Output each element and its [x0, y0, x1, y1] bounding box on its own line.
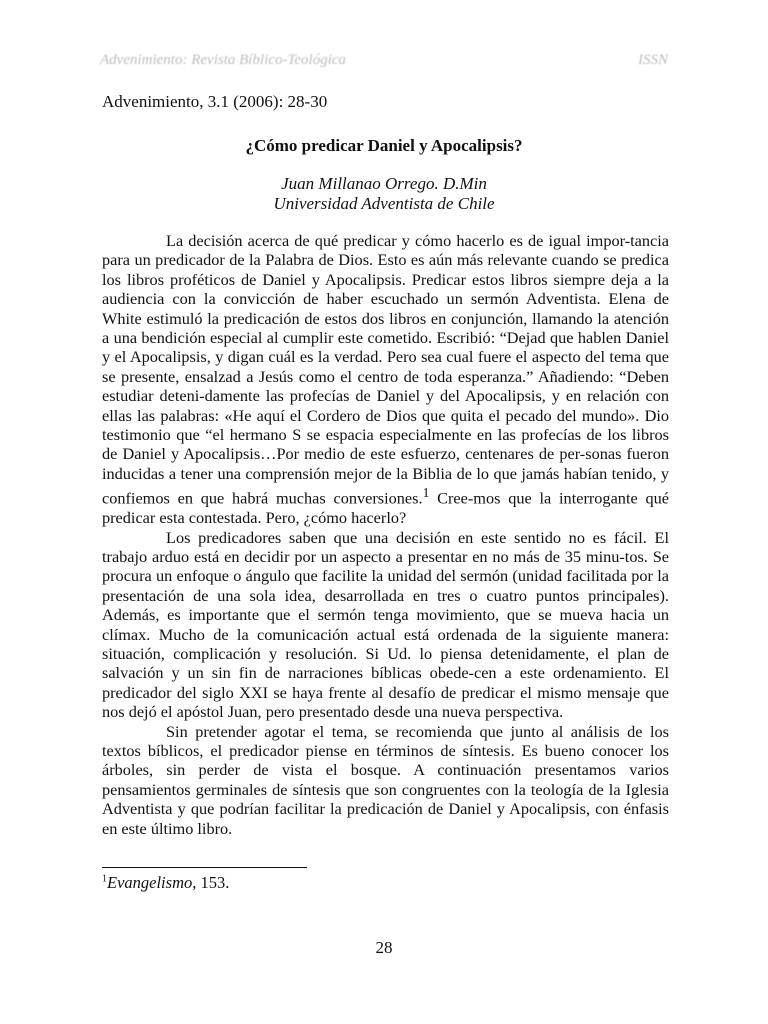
footnote-marker: 1: [102, 873, 107, 885]
running-header: [100, 52, 668, 69]
paragraph-1-text-continued: Cree-mos que la interrogante qué predicar esta contestada. Pero, ¿cómo hacerlo?: [102, 488, 669, 528]
footnote-divider: [102, 867, 307, 868]
paragraph-3: Sin pretender agotar el tema, se recomienda que junto al análisis de los textos bíblicos, el predicador piense en términos de síntesis. Es bueno conocer los árboles, sin perder de vista el bosque. A continuación presentamos varios pensamientos germinales de síntesis que son congruentes con la teología de la Iglesia Adventista y que podrían facilitar la predicación de Daniel y Apocalipsis, con énfasis en este último libro.: [102, 721, 669, 838]
footnote-page: , 153.: [192, 873, 230, 892]
article-citation: Advenimiento, 3.1 (2006): 28-30: [102, 92, 328, 111]
footnote-source: Evangelismo: [107, 873, 193, 892]
page-number: 28: [375, 938, 393, 957]
paragraph-2: Los predicadores saben que una decisión en este sentido no es fácil. El trabajo arduo está en decidir por un aspecto a presentar en no más de 35 minu-tos. Se procura un enfoque o ángulo que facilite la unidad del sermón (unidad facilitada por la presentación de una sola idea, desarrollada en tres o cuatro puntos principales). Además, es importante que el sermón tenga movimiento, que se mueva hacia un clímax. Mucho de la comunicación actual está ordenada de la siguiente manera: situación, complicación y resolución. Si Ud. lo piensa detenidamente, el plan de salvación y un sin fin de narraciones bíblicas obede-cen a este ordenamiento. El predicador del siglo XXI se haya frente al desafío de predicar el mismo mensaje que nos dejó el apóstol Juan, pero presentado desde una nueva perspectiva.: [102, 527, 669, 722]
footnote-reference[interactable]: 1: [422, 485, 430, 501]
author-block: [0, 174, 768, 214]
article-body: [102, 231, 669, 838]
author-name: Juan Millanao Orrego. D.Min: [281, 174, 487, 193]
paragraph-1: [102, 231, 669, 528]
running-header-issn: ISSN: [638, 52, 668, 68]
author-affiliation: Universidad Adventista de Chile: [273, 194, 495, 213]
article-title: ¿Cómo predicar Daniel y Apocalipsis?: [245, 136, 523, 155]
running-header-journal: Advenimiento: Revista Bíblico-Teológica: [100, 52, 347, 68]
paragraph-1-text: La decisión acerca de qué predicar y cómo hacerlo es de igual impor-tancia para un predicador de la Palabra de Dios. Esto es aún más relevante cuando se predica los libros proféticos de Daniel y Apocalipsis. Predicar estos libros siempre deja a la audiencia con la convicción de haber escuchado un sermón Adventista. Elena de White estimuló la predicación de estos dos libros en conjunción, llamando la atención a una bendición especial al cumplir este cometido. Escribió: “Dejad que hablen Daniel y el Apocalipsis, y digan cuál es la verdad. Pero sea cual fuere el aspecto del tema que se presente, ensalzad a Jesús como el centro de toda esperanza.” Añadiendo: “Deben estudiar deteni-damente las profecías de Daniel y del Apocalipsis, y en relación con ellas las palabras: «He aquí el Cordero de Dios que quita el pecado del mundo». Dio testimonio que “el hermano S se espacia especialmente en las profecías de los libros de Daniel y Apocalipsis…Por medio de este esfuerzo, centenares de per-sonas fueron inducidas a tener una comprensión mejor de la Biblia de lo que jamás habían tenido, y confiemos en que habrá muchas conversiones.: [102, 231, 669, 508]
footnote: [102, 873, 229, 893]
